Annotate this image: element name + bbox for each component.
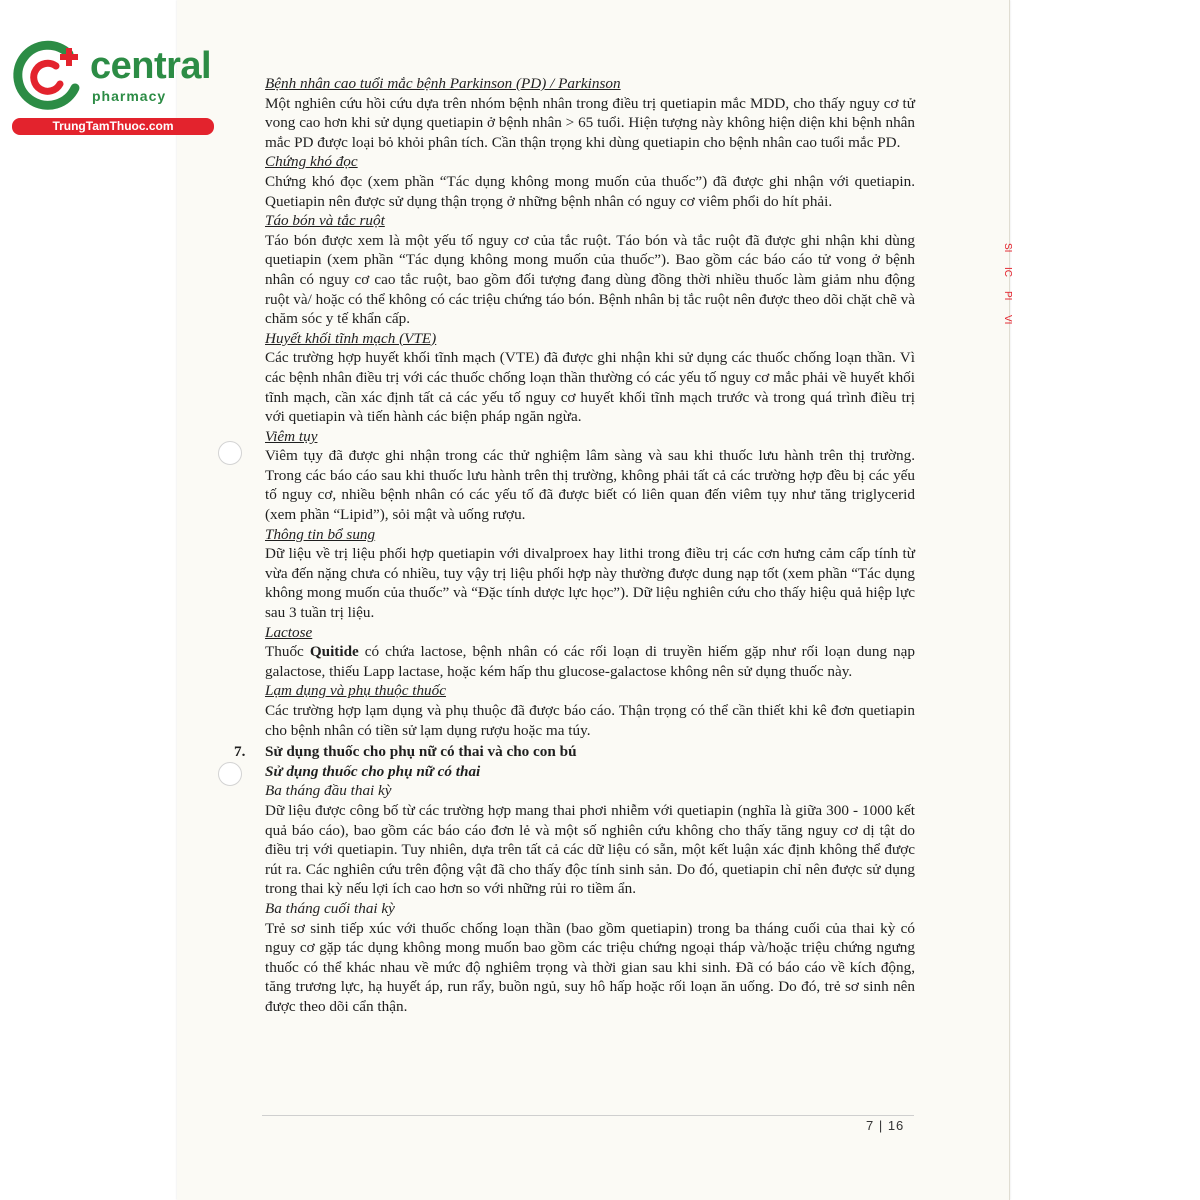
product-name: Quitide	[309, 643, 359, 661]
subheading: Ba tháng đầu thai kỳ	[265, 782, 392, 800]
section-text: Các trường hợp lạm dụng và phụ thuộc đã được báo cáo. Thận trọng có thể cần thiết khi kê đơn quetiapin cho bệnh nhân có tiền sử lạm dụng rượu hoặc ma túy.	[265, 702, 915, 739]
section-text	[265, 642, 915, 681]
punch-hole	[218, 441, 242, 465]
section-text: Viêm tụy đã được ghi nhận trong các thử nghiệm lâm sàng và sau khi thuốc lưu hành trên thị trường. Trong các báo cáo sau khi thuốc lưu hành trên thị trường, không phải tất cả các trường hợp đều bị các yếu tố nguy cơ, nhiều bệnh nhân có các yếu tố đã được biết có liên quan đến viêm tụy như tăng triglycerid (xem phần “Lipid”), sỏi mật và uống rượu.	[265, 447, 915, 524]
section-text: Táo bón được xem là một yếu tố nguy cơ của tắc ruột. Táo bón và tắc ruột đã được ghi nhận khi dùng quetiapin (xem phần “Tác dụng không mong muốn của thuốc”). Bao gồm các báo cáo tử vong ở bệnh nhân có nguy cơ cao tắc ruột, bao gồm đối tượng đang dùng đồng thời nhiều thuốc làm giảm nhu động ruột và/ hoặc có thể không có các triệu chứng táo bón. Bệnh nhân bị tắc ruột nên được theo dõi chặt chẽ và chăm sóc y tế khẩn cấp.	[265, 231, 915, 328]
red-stamp-fragment	[1000, 245, 1014, 341]
section-number: 7.	[234, 743, 246, 761]
footer-rule	[262, 1115, 914, 1116]
subsection-title: Sử dụng thuốc cho phụ nữ có thai	[265, 762, 481, 780]
stamp-fragment: VI	[1002, 315, 1013, 325]
section-heading: Lactose	[265, 623, 313, 641]
section-text: Dữ liệu về trị liệu phối hợp quetiapin với divalproex hay lithi trong điều trị các cơn hưng cảm cấp tính từ vừa đến nặng chưa có nhiều, tuy vậy trị liệu phối hợp này thường được dung nạp tốt (xem phần “Tác dụng không mong muốn của thuốc” và “Đặc tính dược lực học”). Dữ liệu nghiên cứu cho thấy hiệu quả hiệp lực sau 3 tuần trị liệu.	[265, 545, 915, 622]
page-edge	[1009, 0, 1010, 1200]
punch-hole	[218, 762, 242, 786]
brand-sub: pharmacy	[92, 88, 167, 104]
stamp-fragment: IC	[1002, 267, 1013, 277]
section-text: Chứng khó đọc (xem phần “Tác dụng không mong muốn của thuốc”) đã được ghi nhận với quetiapin. Quetiapin nên được sử dụng thận trọng ở những bệnh nhân có nguy cơ viêm phổi do hít phải.	[265, 172, 915, 210]
section-text: Các trường hợp huyết khối tĩnh mạch (VTE) đã được ghi nhận khi sử dụng các thuốc chống loạn thần. Vì các bệnh nhân điều trị với các thuốc chống loạn thần thường có các yếu tố nguy cơ mắc phải về huyết khối tĩnh mạch, cần xác định tất cả các yếu tố nguy cơ huyết khối tĩnh mạch trước và trong quá trình điều trị với quetiapin và tiến hành các biện pháp ngăn ngừa.	[265, 349, 915, 426]
section-7-title	[234, 742, 915, 762]
section-heading: Bệnh nhân cao tuổi mắc bệnh Parkinson (PD) / Parkinson	[265, 75, 621, 92]
section-heading: Lạm dụng và phụ thuộc thuốc	[265, 682, 446, 700]
section-heading: Táo bón và tắc ruột	[265, 212, 385, 230]
section-text: Dữ liệu được công bố từ các trường hợp mang thai phơi nhiễm với quetiapin (nghĩa là giữa 300 - 1000 kết quả báo cáo), bao gồm các báo cáo đơn lẻ và một số nghiên cứu không cho thấy tăng nguy cơ dị tật do điều trị với quetiapin. Tuy nhiên, dựa trên tất cả các dữ liệu có sẵn, một kết luận xác định không thể được rút ra. Các nghiên cứu trên động vật đã cho thấy độc tính sinh sản. Do đó, quetiapin chỉ nên được sử dụng trong thai kỳ nếu lợi ích cao hơn so với những rủi ro tiềm ẩn.	[265, 801, 915, 898]
document-body	[234, 74, 915, 1017]
brand-name: central	[90, 45, 212, 87]
section-heading: Thông tin bổ sung	[265, 525, 376, 543]
pharmacy-logo-icon	[12, 40, 86, 114]
section-title: Sử dụng thuốc cho phụ nữ có thai và cho con bú	[265, 743, 577, 761]
stamp-fragment: PI	[1002, 291, 1013, 301]
brand-logo[interactable]	[8, 38, 218, 138]
brand-url[interactable]: TrungTamThuoc.com	[12, 118, 214, 135]
section-text: Trẻ sơ sinh tiếp xúc với thuốc chống loạn thần (bao gồm quetiapin) trong ba tháng cuối của thai kỳ có nguy cơ gặp tác dụng không mong muốn bao gồm các triệu chứng ngoại tháp và/hoặc triệu chứng ngưng thuốc có thể khác nhau về mức độ nghiêm trọng và thời gian sau khi sinh. Đã có báo cáo về kích động, tăng trương lực, hạ huyết áp, run rẩy, buồn ngủ, suy hô hấp hoặc rối loạn ăn uống. Do đó, trẻ sơ sinh nên được theo dõi cẩn thận.	[265, 919, 915, 1015]
text-run: có chứa lactose, bệnh nhân có các rối loạn di truyền hiếm gặp như rối loạn dung nạp galactose, thiếu Lapp lactase, hoặc kém hấp thu glucose-galactose không nên sử dụng thuốc này.	[265, 643, 915, 680]
section-heading: Viêm tụy	[265, 427, 318, 445]
section-text: Một nghiên cứu hồi cứu dựa trên nhóm bệnh nhân trong điều trị quetiapin mắc MDD, cho thấy nguy cơ tử vong cao hơn khi sử dụng quetiapin ở bệnh nhân > 65 tuổi. Hiện tượng này không hiện diện khi bệnh nhân mắc PD được loại bỏ khỏi phân tích. Cần thận trọng khi dùng quetiapin cho bệnh nhân cao tuổi mắc PD.	[265, 94, 915, 151]
section-heading: Chứng khó đọc	[265, 153, 358, 171]
stamp-fragment: SI	[1002, 243, 1013, 253]
text-run: Thuốc	[265, 643, 310, 661]
section-heading: Huyết khối tĩnh mạch (VTE)	[265, 329, 437, 347]
subheading: Ba tháng cuối thai kỳ	[265, 899, 395, 917]
page-number: 7 | 16	[866, 1118, 905, 1133]
